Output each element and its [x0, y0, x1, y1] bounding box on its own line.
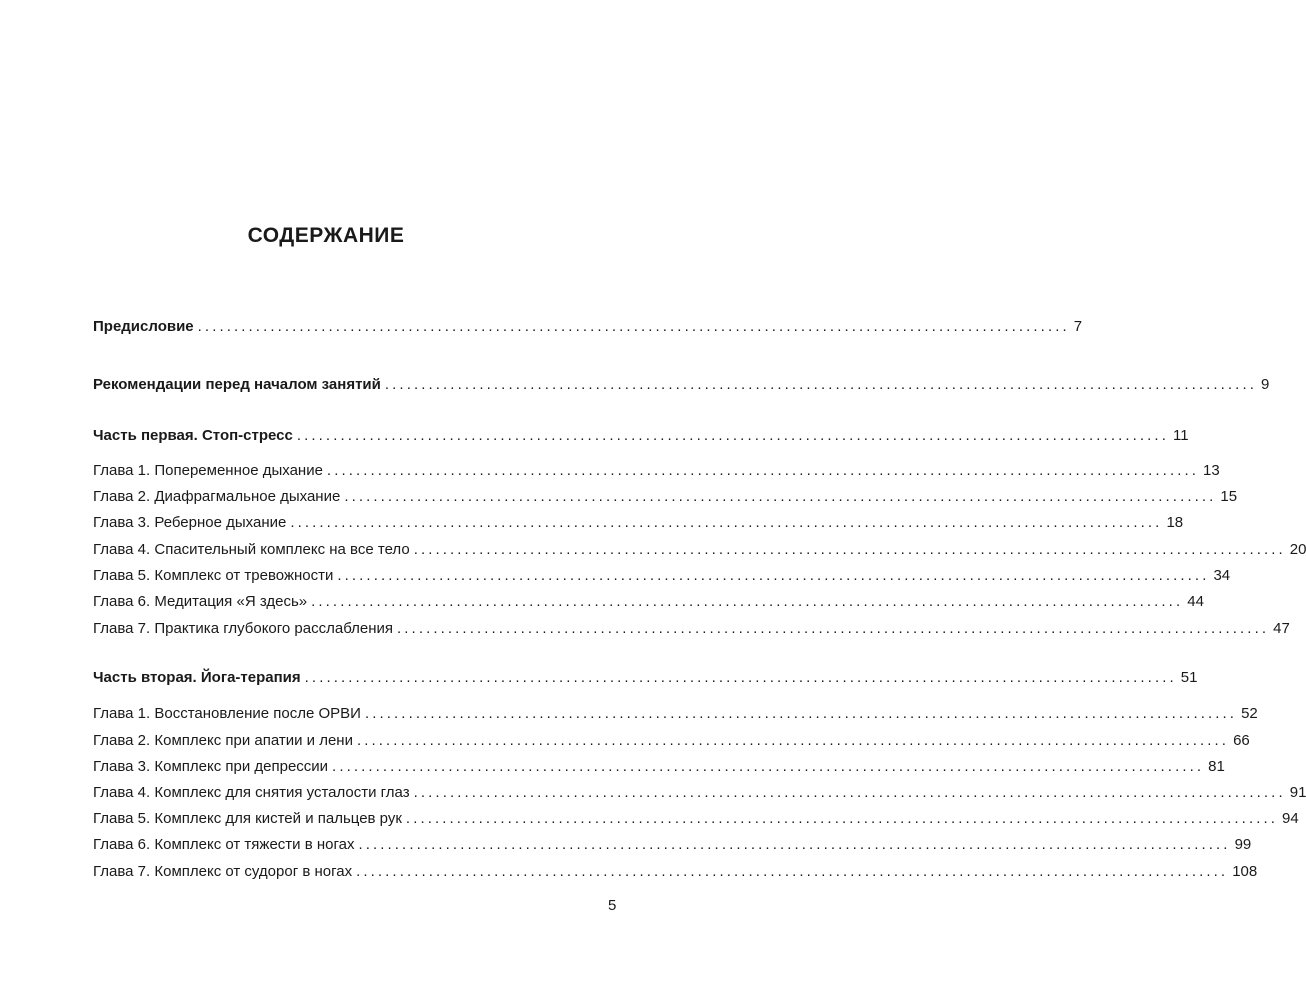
toc-entry-label: Глава 4. Спасительный комплекс на все тело: [93, 541, 410, 558]
toc-entry-label: Глава 3. Реберное дыхание: [93, 514, 287, 531]
toc-entry-label: Предисловие: [93, 318, 194, 335]
dot-leader: ........................................................................................................................: [304, 669, 1177, 686]
toc-entry-page: 15: [1220, 488, 1238, 505]
toc-entry-label: Глава 1. Попеременное дыхание: [93, 462, 323, 479]
toc-entry: [93, 702, 1258, 726]
dot-leader: ........................................................................................................................: [364, 705, 1238, 722]
toc-entry: [93, 459, 1220, 483]
toc-entry-label: Рекомендации перед началом занятий: [93, 376, 381, 393]
page-title: СОДЕРЖАНИЕ: [247, 224, 405, 247]
dot-leader: ........................................................................................................................: [290, 514, 1163, 531]
toc-entry-page: 11: [1172, 427, 1189, 444]
toc-entry-label: Глава 2. Комплекс при апатии и лени: [93, 732, 353, 749]
toc-entry: [93, 807, 1299, 831]
toc-entry-label: Глава 5. Комплекс от тревожности: [93, 567, 334, 584]
toc-entry-page: 91: [1289, 784, 1306, 801]
toc-entry: [93, 590, 1204, 614]
dot-leader: ........................................................................................................................: [413, 541, 1286, 558]
toc-entry-label: Глава 2. Диафрагмальное дыхание: [93, 488, 341, 505]
toc-entry-label: Глава 7. Практика глубокого расслабления: [93, 620, 394, 637]
toc-entry-page: 108: [1232, 863, 1258, 880]
dot-leader: ........................................................................................................................: [332, 758, 1205, 775]
toc-entry-page: 13: [1203, 462, 1220, 479]
dot-leader: ........................................................................................................................: [397, 620, 1270, 637]
page-number: 5: [608, 897, 617, 914]
toc-entry-page: 9: [1261, 376, 1270, 393]
dot-leader: ........................................................................................................................: [337, 567, 1210, 584]
toc-entry-page: 47: [1273, 620, 1290, 637]
dot-leader: ........................................................................................................................: [356, 863, 1229, 880]
toc-entry: [93, 617, 1290, 641]
toc-entry-label: Глава 1. Восстановление после ОРВИ: [93, 705, 361, 722]
toc-entry: [93, 373, 1270, 397]
toc-entry: [93, 485, 1238, 509]
toc-entry: [93, 564, 1231, 588]
dot-leader: ........................................................................................................................: [356, 732, 1230, 749]
dot-leader: ........................................................................................................................: [405, 810, 1279, 827]
toc-entry-page: 94: [1282, 810, 1299, 827]
toc-entry-label: Глава 5. Комплекс для кистей и пальцев рук: [93, 810, 402, 827]
toc-entry: [93, 781, 1306, 805]
toc-entry-label: Глава 4. Комплекс для снятия усталости глаз: [93, 784, 410, 801]
toc-entry: [93, 755, 1225, 779]
toc-entry-label: Глава 6. Комплекс от тяжести в ногах: [93, 836, 355, 853]
toc-entry: [93, 315, 1083, 339]
toc-entry-label: Глава 6. Медитация «Я здесь»: [93, 593, 308, 610]
toc-entry: [93, 833, 1252, 857]
toc-entry-page: 34: [1213, 567, 1231, 584]
toc-entry-label: Глава 3. Комплекс при депрессии: [93, 758, 329, 775]
toc-entry: [93, 860, 1258, 884]
toc-entry-label: Часть первая. Стоп-стресс: [93, 427, 293, 444]
dot-leader: ........................................................................................................................: [296, 427, 1169, 444]
toc-entry-page: 20: [1289, 541, 1306, 558]
dot-leader: ........................................................................................................................: [413, 784, 1286, 801]
toc-entry-page: 99: [1234, 836, 1252, 853]
toc-entry-page: 51: [1180, 669, 1198, 686]
toc-entry: [93, 538, 1306, 562]
dot-leader: ........................................................................................................................: [326, 462, 1200, 479]
dot-leader: ........................................................................................................................: [384, 376, 1257, 393]
toc-entry-page: 66: [1233, 732, 1250, 749]
toc-entry-page: 44: [1187, 593, 1204, 610]
toc-entry-label: Глава 7. Комплекс от судорог в ногах: [93, 863, 353, 880]
toc-entry: [93, 424, 1189, 448]
toc-entry-label: Часть вторая. Йога-терапия: [93, 669, 301, 686]
toc-entry: [93, 729, 1250, 753]
toc-entry: [93, 666, 1198, 690]
dot-leader: ........................................................................................................................: [311, 593, 1184, 610]
dot-leader: ........................................................................................................................: [344, 488, 1217, 505]
toc-entry-page: 81: [1208, 758, 1225, 775]
toc-entry-page: 52: [1241, 705, 1258, 722]
toc-entry-page: 18: [1166, 514, 1184, 531]
toc-entry: [93, 511, 1184, 535]
dot-leader: ........................................................................................................................: [197, 318, 1070, 335]
toc-entry-page: 7: [1073, 318, 1083, 335]
dot-leader: ........................................................................................................................: [358, 836, 1231, 853]
